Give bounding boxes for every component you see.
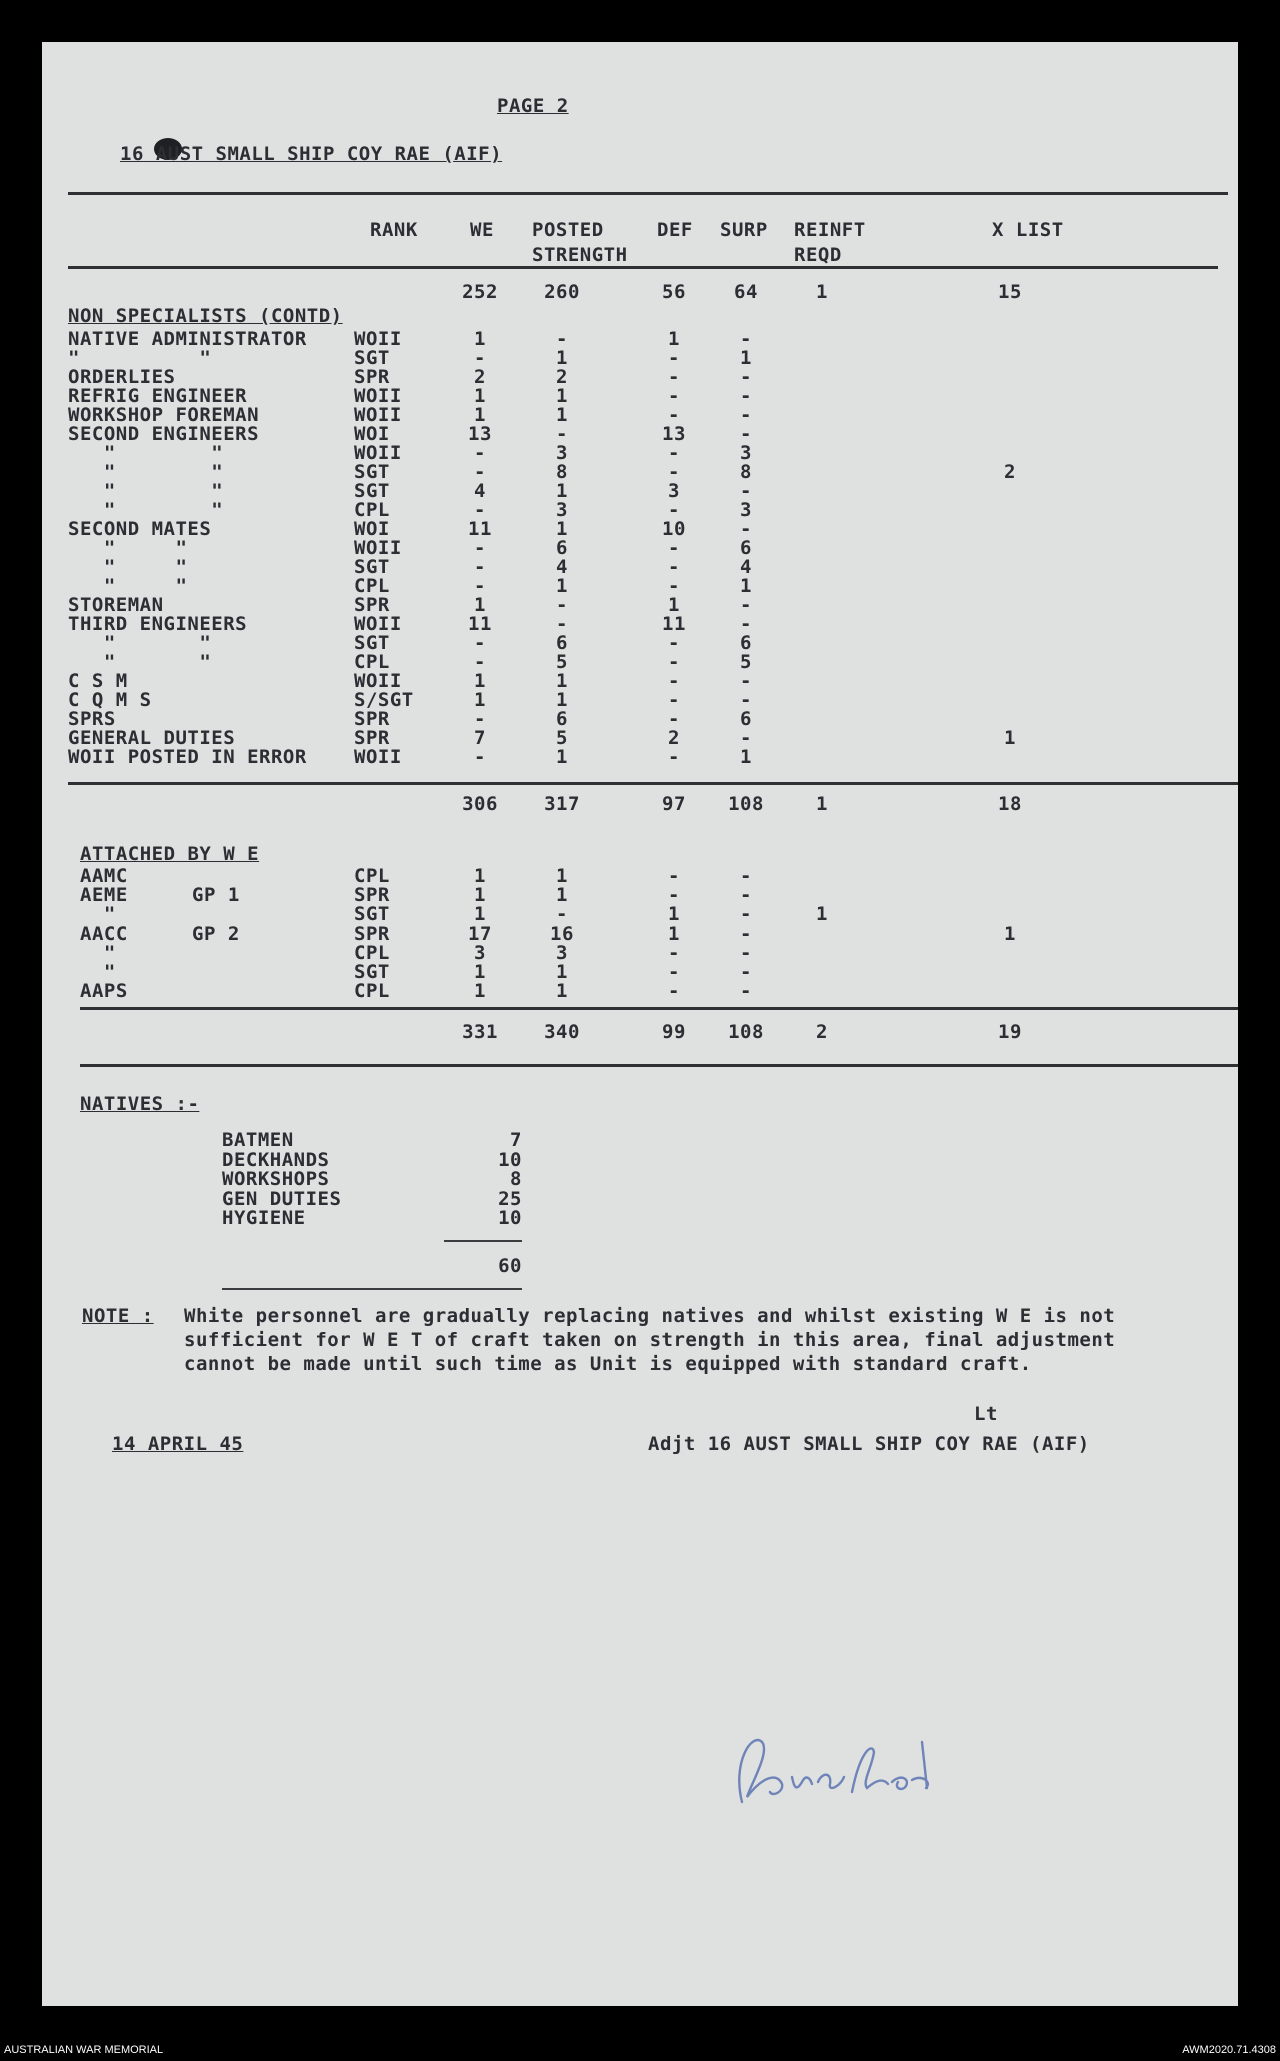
row-posted: - [556, 423, 568, 445]
row-def: - [668, 865, 680, 887]
row-name: " " [68, 442, 224, 464]
row-posted: 1 [556, 689, 568, 711]
row-def: - [668, 941, 680, 964]
row-name: REFRIG ENGINEER [68, 385, 248, 407]
total-def: 56 [662, 281, 686, 303]
row-rank: SGT [354, 556, 390, 578]
row-surp: - [740, 922, 752, 945]
natives-total: 60 [498, 1255, 522, 1277]
row-we: - [474, 461, 486, 483]
native-label: HYGIENE [222, 1207, 306, 1229]
native-label: DECKHANDS [222, 1148, 330, 1171]
row-def: 11 [662, 613, 686, 635]
total-we: 331 [462, 1021, 498, 1043]
row-rank: SGT [354, 961, 390, 983]
row-we: 1 [474, 884, 486, 907]
footer-institution: AUSTRALIAN WAR MEMORIAL [4, 2044, 164, 2056]
row-rank: SGT [354, 632, 390, 654]
row-posted: 1 [556, 961, 568, 983]
rank-lt: Lt [974, 1403, 998, 1425]
row-name: STOREMAN [68, 594, 164, 616]
row-rank: SPR [354, 884, 390, 907]
row-we: 1 [474, 865, 486, 887]
row-surp: - [740, 941, 752, 964]
row-def: 10 [662, 518, 686, 540]
row-we: - [474, 537, 486, 559]
row-def: - [668, 746, 680, 768]
total-surp: 108 [728, 793, 764, 815]
row-posted: 6 [556, 632, 568, 654]
row-surp: - [740, 961, 752, 983]
row-surp: - [740, 518, 752, 540]
row-name: AAMC [80, 865, 128, 887]
row-rank: WOII [354, 746, 402, 768]
row-def: - [668, 961, 680, 983]
row-rank: SGT [354, 480, 390, 502]
row-we: 1 [474, 328, 486, 350]
row-name: " " [68, 499, 224, 521]
row-def: - [668, 689, 680, 711]
row-rank: SGT [354, 461, 390, 483]
natives-title: NATIVES :- [80, 1093, 200, 1115]
row-rank: SPR [354, 594, 390, 616]
row-posted: 3 [556, 941, 568, 964]
row-rank: SPR [354, 708, 390, 730]
row-surp: 6 [740, 708, 752, 730]
row-name: AEME [80, 884, 128, 907]
row-posted: 3 [556, 442, 568, 464]
row-we: 13 [468, 423, 492, 445]
row-surp: - [740, 980, 752, 1003]
row-surp: 1 [740, 575, 752, 597]
row-we: 7 [474, 727, 486, 749]
row-surp: 1 [740, 347, 752, 369]
row-rank: SPR [354, 922, 390, 945]
row-we: 1 [474, 404, 486, 426]
row-we: 1 [474, 594, 486, 616]
document-date: 14 APRIL 45 [112, 1433, 244, 1455]
row-posted: 16 [550, 922, 574, 945]
note-line-1: White personnel are gradually replacing natives and whilst existing W E is not [184, 1305, 1116, 1327]
handwritten-signature [722, 1722, 1002, 1842]
rule-before-final-totals [80, 1007, 1238, 1010]
row-surp: - [740, 366, 752, 388]
note-line-3: cannot be made until such time as Unit is equipped with standard craft. [184, 1353, 1032, 1375]
row-posted: 1 [556, 518, 568, 540]
row-rank: CPL [354, 980, 390, 1003]
row-surp: - [740, 865, 752, 887]
row-name: WORKSHOP FOREMAN [68, 404, 260, 426]
row-rank: WOII [354, 385, 402, 407]
row-surp: 3 [740, 442, 752, 464]
row-rank: WOII [354, 613, 402, 635]
row-surp: 6 [740, 632, 752, 654]
document-page [42, 42, 1238, 2006]
row-posted: 1 [556, 347, 568, 369]
signature-block: Adjt 16 AUST SMALL SHIP COY RAE (AIF) [648, 1433, 1090, 1455]
native-value: 10 [498, 1148, 522, 1171]
row-def: - [668, 442, 680, 464]
row-posted: - [556, 594, 568, 616]
header-surp: SURP [720, 219, 768, 241]
row-rank: SPR [354, 366, 390, 388]
row-we: 17 [468, 922, 492, 945]
row-we: - [474, 556, 486, 578]
row-we: - [474, 708, 486, 730]
row-posted: 1 [556, 575, 568, 597]
row-name: AAPS [80, 980, 128, 1003]
total-we: 252 [462, 281, 498, 303]
native-label: GEN DUTIES [222, 1187, 342, 1210]
row-posted: 1 [556, 480, 568, 502]
row-xlist: 2 [1004, 461, 1016, 483]
native-label: BATMEN [222, 1129, 294, 1151]
page-label: PAGE 2 [497, 95, 569, 117]
row-we: - [474, 499, 486, 521]
natives-total-rule [222, 1288, 522, 1290]
row-surp: - [740, 727, 752, 749]
row-name: " " [68, 575, 188, 597]
row-name: " " [68, 480, 224, 502]
row-rank: WOII [354, 404, 402, 426]
header-posted-strength: POSTED STRENGTH [532, 219, 628, 266]
header-reinft-reqd: REINFT REQD [794, 219, 866, 266]
row-posted: 1 [556, 980, 568, 1003]
total-def: 97 [662, 793, 686, 815]
section-title-non-specialists: NON SPECIALISTS (CONTD) [68, 305, 343, 327]
row-we: 1 [474, 689, 486, 711]
row-we: - [474, 347, 486, 369]
row-xlist: 1 [1004, 727, 1016, 749]
row-we: - [474, 442, 486, 464]
row-surp: 1 [740, 746, 752, 768]
row-posted: 6 [556, 708, 568, 730]
header-rank: RANK [370, 219, 418, 241]
row-def: - [668, 884, 680, 907]
row-name: SECOND MATES [68, 518, 212, 540]
row-name: THIRD ENGINEERS [68, 613, 248, 635]
row-rank: WOII [354, 537, 402, 559]
row-rank: CPL [354, 941, 390, 964]
row-posted: 5 [556, 651, 568, 673]
row-rank: SGT [354, 903, 390, 926]
row-name: " [80, 961, 116, 983]
row-def: - [668, 708, 680, 730]
row-def: - [668, 575, 680, 597]
native-value: 8 [510, 1168, 522, 1190]
row-name: SPRS [68, 708, 116, 730]
native-value: 10 [498, 1207, 522, 1229]
row-surp: 4 [740, 556, 752, 578]
row-def: 1 [668, 903, 680, 926]
row-we: 1 [474, 670, 486, 692]
row-surp: - [740, 480, 752, 502]
row-rank: SPR [354, 727, 390, 749]
row-def: - [668, 385, 680, 407]
row-def: - [668, 461, 680, 483]
unit-title: 16 AUST SMALL SHIP COY RAE (AIF) [120, 143, 503, 165]
row-def: - [668, 980, 680, 1003]
total-surp: 64 [734, 281, 758, 303]
row-surp: - [740, 404, 752, 426]
row-def: - [668, 537, 680, 559]
row-posted: 1 [556, 670, 568, 692]
row-we: 1 [474, 903, 486, 926]
row-name: " " [68, 347, 212, 369]
row-def: - [668, 499, 680, 521]
row-posted: 1 [556, 404, 568, 426]
row-rank: WOII [354, 670, 402, 692]
row-surp: 8 [740, 461, 752, 483]
row-rank: WOII [354, 328, 402, 350]
row-posted: - [556, 613, 568, 635]
row-we: 2 [474, 366, 486, 388]
row-we: - [474, 632, 486, 654]
row-rank: WOII [354, 442, 402, 464]
row-rank: CPL [354, 865, 390, 887]
note-line-2: sufficient for W E T of craft taken on strength in this area, final adjustment [184, 1329, 1116, 1351]
rule-after-final-totals [80, 1064, 1238, 1067]
total-posted: 317 [544, 793, 580, 815]
row-surp: - [740, 385, 752, 407]
row-name: AACC [80, 922, 128, 945]
total-reinft: 1 [816, 281, 828, 303]
rule-before-mid-totals [68, 782, 1238, 785]
row-def: 1 [668, 328, 680, 350]
row-rank: WOI [354, 423, 390, 445]
row-surp: - [740, 328, 752, 350]
footer-reference: AWM2020.71.4308 [1182, 2044, 1276, 2056]
row-surp: 6 [740, 537, 752, 559]
row-posted: 1 [556, 385, 568, 407]
header-def: DEF [657, 219, 693, 241]
row-def: - [668, 632, 680, 654]
row-we: 1 [474, 961, 486, 983]
row-surp: - [740, 903, 752, 926]
header-rule-top [68, 192, 1228, 195]
row-we: - [474, 746, 486, 768]
header-we: WE [470, 219, 494, 241]
native-value: 25 [498, 1187, 522, 1210]
note-label: NOTE : [82, 1305, 154, 1327]
row-surp: 3 [740, 499, 752, 521]
total-def: 99 [662, 1021, 686, 1043]
row-group: GP 1 [192, 884, 240, 907]
row-def: - [668, 556, 680, 578]
row-name: " " [68, 632, 212, 654]
row-name: " " [68, 556, 188, 578]
row-def: - [668, 347, 680, 369]
row-surp: - [740, 670, 752, 692]
row-name: " [80, 941, 116, 964]
row-name: C S M [68, 670, 128, 692]
row-posted: 4 [556, 556, 568, 578]
row-name: " " [68, 537, 188, 559]
row-name: ORDERLIES [68, 366, 176, 388]
row-def: 3 [668, 480, 680, 502]
row-posted: - [556, 328, 568, 350]
row-surp: - [740, 689, 752, 711]
natives-subtotal-rule [444, 1240, 522, 1242]
row-rank: CPL [354, 499, 390, 521]
total-reinft: 1 [816, 793, 828, 815]
row-group: GP 2 [192, 922, 240, 945]
row-we: - [474, 575, 486, 597]
row-rank: S/SGT [354, 689, 414, 711]
total-surp: 108 [728, 1021, 764, 1043]
total-we: 306 [462, 793, 498, 815]
total-xlist: 15 [998, 281, 1022, 303]
row-reinft: 1 [816, 903, 828, 926]
row-surp: 5 [740, 651, 752, 673]
row-posted: 1 [556, 746, 568, 768]
row-posted: 1 [556, 865, 568, 887]
header-x-list: X LIST [992, 219, 1064, 241]
row-posted: 5 [556, 727, 568, 749]
row-def: - [668, 651, 680, 673]
row-xlist: 1 [1004, 922, 1016, 945]
row-posted: 1 [556, 884, 568, 907]
row-name: " " [68, 651, 212, 673]
total-posted: 260 [544, 281, 580, 303]
row-posted: 3 [556, 499, 568, 521]
row-we: 1 [474, 385, 486, 407]
native-value: 7 [510, 1129, 522, 1151]
row-name: " [80, 903, 116, 926]
row-name: WOII POSTED IN ERROR [68, 746, 307, 768]
section-title-attached: ATTACHED BY W E [80, 843, 260, 865]
row-name: NATIVE ADMINISTRATOR [68, 328, 307, 350]
row-rank: CPL [354, 651, 390, 673]
row-def: 1 [668, 594, 680, 616]
row-def: - [668, 366, 680, 388]
row-posted: 8 [556, 461, 568, 483]
row-surp: - [740, 613, 752, 635]
row-we: - [474, 651, 486, 673]
row-def: 13 [662, 423, 686, 445]
row-we: 3 [474, 941, 486, 964]
row-we: 1 [474, 980, 486, 1003]
row-def: - [668, 670, 680, 692]
row-posted: 6 [556, 537, 568, 559]
row-name: C Q M S [68, 689, 152, 711]
native-label: WORKSHOPS [222, 1168, 330, 1190]
total-xlist: 19 [998, 1021, 1022, 1043]
row-posted: - [556, 903, 568, 926]
row-posted: 2 [556, 366, 568, 388]
header-rule-bottom [68, 266, 1218, 269]
row-we: 11 [468, 613, 492, 635]
row-rank: CPL [354, 575, 390, 597]
row-def: 1 [668, 922, 680, 945]
row-surp: - [740, 594, 752, 616]
total-posted: 340 [544, 1021, 580, 1043]
row-surp: - [740, 423, 752, 445]
total-reinft: 2 [816, 1021, 828, 1043]
row-we: 4 [474, 480, 486, 502]
row-surp: - [740, 884, 752, 907]
row-name: GENERAL DUTIES [68, 727, 236, 749]
row-rank: SGT [354, 347, 390, 369]
row-name: SECOND ENGINEERS [68, 423, 260, 445]
row-def: 2 [668, 727, 680, 749]
row-name: " " [68, 461, 224, 483]
total-xlist: 18 [998, 793, 1022, 815]
row-rank: WOI [354, 518, 390, 540]
row-we: 11 [468, 518, 492, 540]
row-def: - [668, 404, 680, 426]
